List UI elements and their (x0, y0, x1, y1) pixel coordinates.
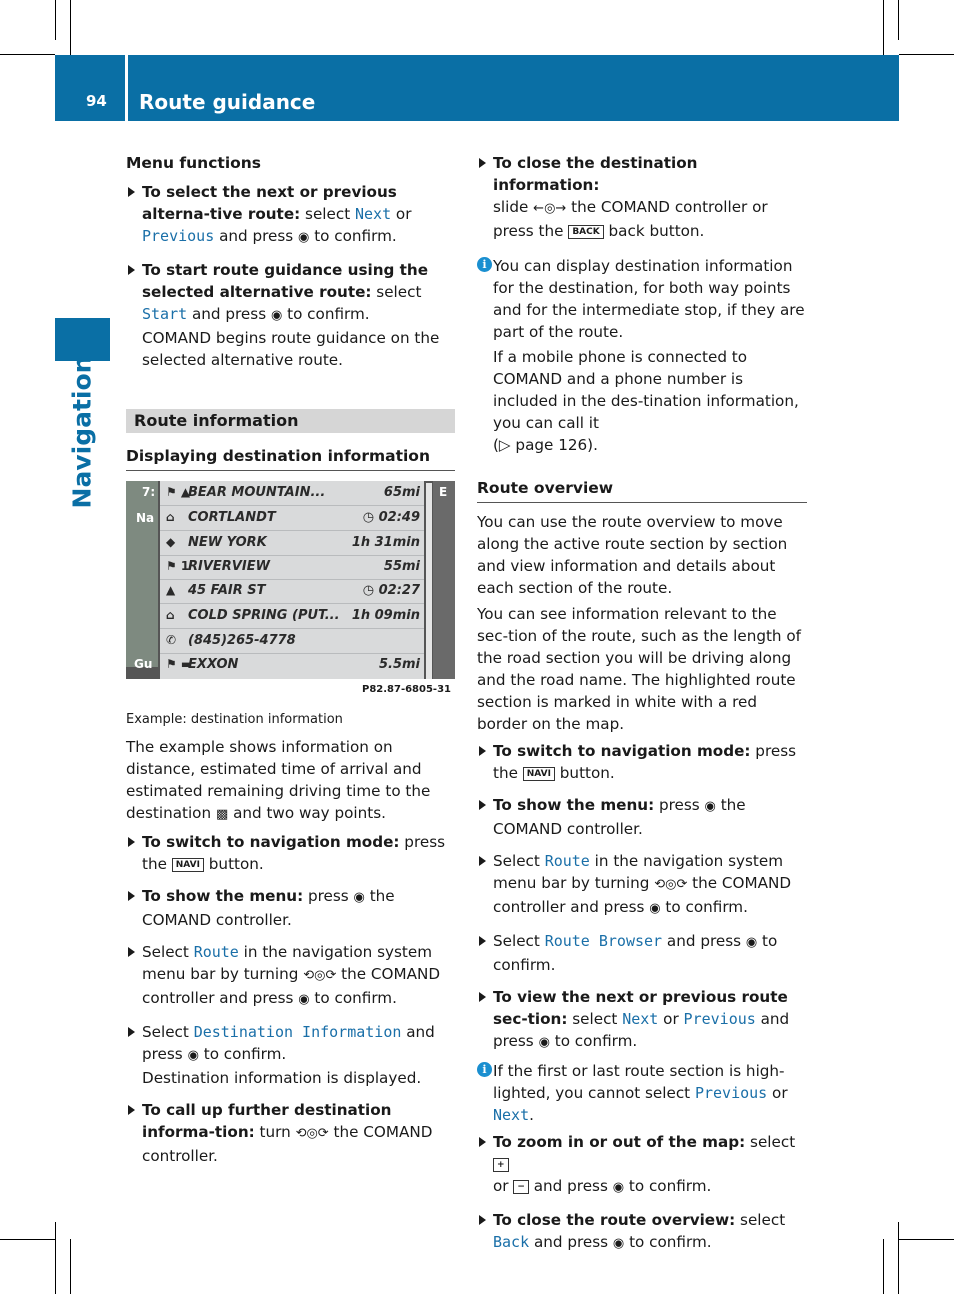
press-icon: ◉ (745, 935, 758, 950)
step-text: to confirm. (660, 898, 748, 916)
crop-mark (883, 0, 884, 55)
info-text: . (529, 1106, 534, 1124)
menu-item-next: Next (354, 205, 392, 223)
step-start-guidance (126, 259, 456, 371)
page-title: Route guidance (139, 90, 316, 114)
press-icon: ◉ (704, 799, 716, 814)
menu-item-previous: Previous (683, 1010, 756, 1028)
info-icon: i (477, 257, 492, 272)
map-label: Na (136, 511, 155, 525)
sub-title: Displaying destination information (126, 445, 455, 471)
zoom-in-icon: + (493, 1158, 509, 1172)
direction-icon: ◆ (166, 535, 176, 549)
row-value: 5.5mi (378, 657, 420, 672)
step-zoom-map (477, 1131, 807, 1199)
step-text: or (658, 1010, 684, 1028)
step-text: select (567, 1010, 623, 1028)
step-navi-mode (477, 740, 807, 784)
row-name: COLD SPRING (PUT... (188, 608, 340, 623)
crop-mark (55, 0, 56, 40)
step-text: press (303, 887, 354, 905)
header-divider (125, 55, 128, 121)
step-text: to confirm. (198, 1045, 287, 1063)
step-bold: To view the next or previous route sec-tion: (493, 988, 788, 1028)
house-icon: ⌂ (166, 510, 175, 524)
navi-key-icon: NAVI (523, 767, 555, 781)
row-value: 1h 09min (351, 608, 420, 623)
step-text: and press (528, 1177, 613, 1195)
slide-icon: ←◎→ (533, 201, 567, 216)
step-text: press the (493, 742, 797, 782)
house-icon: ⌂ (166, 608, 175, 622)
step-text: or (391, 205, 412, 223)
step-text: slide (493, 198, 534, 216)
flag-icon: ⚑ ▲ (166, 485, 191, 499)
info-text: You can display destination information for the destination, for both way points and for the intermediate stop, if they are part of the route. (493, 257, 805, 341)
step-bold: To show the menu: (493, 796, 655, 814)
step-text: the COMAND controller or press the (493, 198, 768, 240)
triangle-icon: ▲ (166, 583, 176, 597)
crop-mark (70, 1239, 71, 1294)
step-text: press the (142, 833, 446, 873)
info-text: If the first or last route section is high-lighted, you cannot select (493, 1062, 785, 1102)
map-strip (433, 481, 455, 679)
row-value: 1h 31min (351, 535, 420, 550)
info-icon: i (477, 1062, 492, 1077)
zoom-out-icon: − (513, 1180, 529, 1194)
press-icon: ◉ (270, 308, 283, 323)
step-text: and press (187, 305, 271, 323)
list-item (160, 629, 424, 654)
list-item (160, 653, 424, 677)
row-name: RIVERVIEW (188, 559, 270, 574)
row-name: EXXON (188, 657, 239, 672)
section-title: Route information (126, 409, 455, 433)
step-text: to confirm. (624, 1177, 712, 1195)
step-text: button. (203, 855, 264, 873)
step-text: in the navigation system menu bar by turning (142, 943, 433, 983)
destination-list (160, 481, 424, 679)
press-icon: ◉ (187, 1048, 199, 1063)
row-value: 55mi (383, 559, 420, 574)
poi-icon: ⚑ ▬ (166, 657, 193, 671)
row-value: ◷ 02:27 (362, 583, 420, 598)
crop-mark (70, 0, 71, 55)
menu-item-previous: Previous (142, 227, 215, 245)
step-bold: To switch to navigation mode: (493, 742, 751, 760)
row-name: 45 FAIR ST (188, 583, 266, 598)
menu-item-start: Start (142, 305, 188, 323)
step-text: select (745, 1133, 796, 1151)
image-code: P82.87-6805-31 (361, 684, 451, 695)
step-navi-mode (126, 831, 456, 875)
page-number: 94 (86, 92, 107, 110)
info-text (493, 1060, 807, 1126)
step-text: select (371, 283, 422, 301)
step-text: to confirm. (624, 1233, 712, 1251)
map-label: 7: (142, 485, 156, 499)
step-text: Select (493, 852, 545, 870)
figure-caption: Example: destination information (126, 712, 343, 727)
step-bold: To call up further destination informa-tion: (142, 1101, 392, 1141)
para-text: and two way points. (233, 804, 386, 822)
map-label: E (439, 485, 448, 499)
step-text: and press (493, 1010, 790, 1050)
left-column-top (126, 152, 456, 371)
image-code-bar (126, 679, 455, 701)
menu-item-route-browser: Route Browser (544, 932, 663, 950)
step-bold: To close the route overview: (493, 1211, 736, 1229)
crop-mark (0, 1239, 55, 1240)
step-text: to confirm. (282, 305, 370, 323)
step-text: and press (662, 932, 746, 950)
step-text: and press (142, 1023, 435, 1063)
press-icon: ◉ (353, 890, 365, 905)
step-text: press (654, 796, 705, 814)
step-bold: To close the destination information: (493, 154, 698, 194)
step-route-browser (477, 930, 807, 976)
step-text: Select (142, 1023, 194, 1041)
press-icon: ◉ (298, 230, 310, 245)
list-item (160, 555, 424, 580)
phone-icon: ✆ (166, 633, 177, 647)
list-item (160, 481, 424, 506)
info-text: If a mobile phone is connected to COMAND and a phone number is included in the des-tination information, you can call it (493, 348, 799, 432)
list-item (160, 531, 424, 556)
info-text: or (767, 1084, 788, 1102)
step-text: the COMAND controller. (142, 887, 395, 929)
step-close-dest-info (477, 152, 807, 242)
map-strip (126, 481, 158, 667)
step-text: to confirm. (309, 989, 397, 1007)
menu-item-route: Route (544, 852, 590, 870)
crop-mark (899, 54, 954, 55)
turn-icon: ⟲◎⟳ (295, 1126, 329, 1141)
step-text: Select (493, 932, 545, 950)
step-show-menu (477, 794, 807, 840)
step-bold: To switch to navigation mode: (142, 833, 400, 851)
crop-mark (898, 1222, 899, 1294)
menu-item-back: Back (493, 1233, 530, 1251)
press-icon: ◉ (612, 1236, 625, 1251)
step-text: to confirm. (549, 1032, 638, 1050)
menu-item-destination-information: Destination Information (193, 1023, 402, 1041)
step-text: to confirm. (493, 932, 778, 974)
paragraph: You can use the route overview to move along the active route section by section and view information and details about each section of the route. (477, 513, 788, 597)
step-text: or (493, 1177, 514, 1195)
step-text: and press (529, 1233, 613, 1251)
right-column (477, 152, 807, 1255)
navi-key-icon: NAVI (172, 858, 204, 872)
side-tab-label: Navigation (67, 355, 97, 509)
step-text: and press (214, 227, 299, 245)
row-value: 65mi (383, 485, 420, 500)
press-icon: ◉ (612, 1180, 625, 1195)
turn-icon: ⟲◎⟳ (654, 877, 688, 892)
step-text: select (300, 205, 355, 223)
step-text: button. (554, 764, 615, 782)
list-item (160, 579, 424, 604)
step-select-route (477, 850, 807, 920)
step-text: the COMAND controller and press (142, 965, 441, 1007)
step-text: the COMAND controller. (142, 1123, 433, 1165)
step-text: the COMAND controller. (493, 796, 746, 838)
section-title: Route overview (477, 477, 807, 503)
row-name: (845)265-4778 (188, 633, 296, 648)
step-show-menu (126, 885, 456, 931)
destination-info-screenshot (126, 481, 455, 701)
row-name: BEAR MOUNTAIN... (188, 485, 326, 500)
step-select-dest-info (126, 1021, 456, 1089)
step-text: select (735, 1211, 786, 1229)
map-label: Gu (134, 657, 153, 671)
menu-item-previous: Previous (694, 1084, 768, 1102)
step-next-previous-section (477, 986, 807, 1054)
menu-item-next: Next (493, 1106, 530, 1124)
press-icon: ◉ (298, 992, 310, 1007)
step-note: COMAND begins route guidance on the selected alternative route. (142, 329, 440, 369)
menu-functions-heading: Menu functions (126, 154, 262, 172)
scrollbar (426, 483, 432, 679)
turn-icon: ⟲◎⟳ (303, 968, 337, 983)
checkered-flag-icon: ▩ (215, 807, 229, 822)
step-note: Destination information is displayed. (142, 1069, 422, 1087)
left-column-bottom (126, 709, 456, 1167)
crop-mark (899, 1239, 954, 1240)
crop-mark (883, 1239, 884, 1294)
step-bold: To start route guidance using the selected alternative route: (142, 261, 429, 301)
step-select-route (126, 941, 456, 1011)
row-name: NEW YORK (188, 535, 267, 550)
list-item (160, 604, 424, 629)
info-note (477, 255, 807, 456)
menu-item-next: Next (622, 1010, 659, 1028)
step-text: in the navigation system menu bar by turning (493, 852, 784, 892)
step-bold: To zoom in or out of the map: (493, 1133, 746, 1151)
step-bold: To select the next or previous alterna-tive route: (142, 183, 397, 223)
paragraph: You can see information relevant to the sec-tion of the route, such as the length of the road section you will be driving along and the road name. The highlighted route section is marked in white with a red border on the map. (477, 605, 802, 733)
page-reference: (▷ page 126). (493, 436, 598, 454)
press-icon: ◉ (538, 1035, 550, 1050)
step-select-alternative (126, 181, 456, 249)
step-text: back button. (603, 222, 705, 240)
info-note (477, 1060, 807, 1126)
step-text: Select (142, 943, 194, 961)
para-text: The example shows information on distance, estimated time of arrival and estimated remaining driving time to the destination (126, 738, 431, 822)
page-header (55, 55, 899, 121)
waypoint-flag-icon: ⚑ 1 (166, 559, 190, 573)
crop-mark (55, 1222, 56, 1294)
list-item (160, 506, 424, 531)
step-text: turn (254, 1123, 296, 1141)
crop-mark (0, 54, 55, 55)
menu-item-route: Route (193, 943, 239, 961)
step-bold: To show the menu: (142, 887, 304, 905)
step-text: to confirm. (309, 227, 397, 245)
route-information-section (126, 409, 455, 471)
crop-mark (898, 0, 899, 40)
step-text: the COMAND controller and press (493, 874, 792, 916)
back-key-icon: BACK (568, 225, 603, 239)
row-value: ◷ 02:49 (362, 510, 420, 525)
paragraph (126, 736, 456, 826)
step-further-info (126, 1099, 456, 1167)
press-icon: ◉ (649, 901, 661, 916)
row-name: CORTLANDT (188, 510, 276, 525)
step-close-overview (477, 1209, 807, 1255)
